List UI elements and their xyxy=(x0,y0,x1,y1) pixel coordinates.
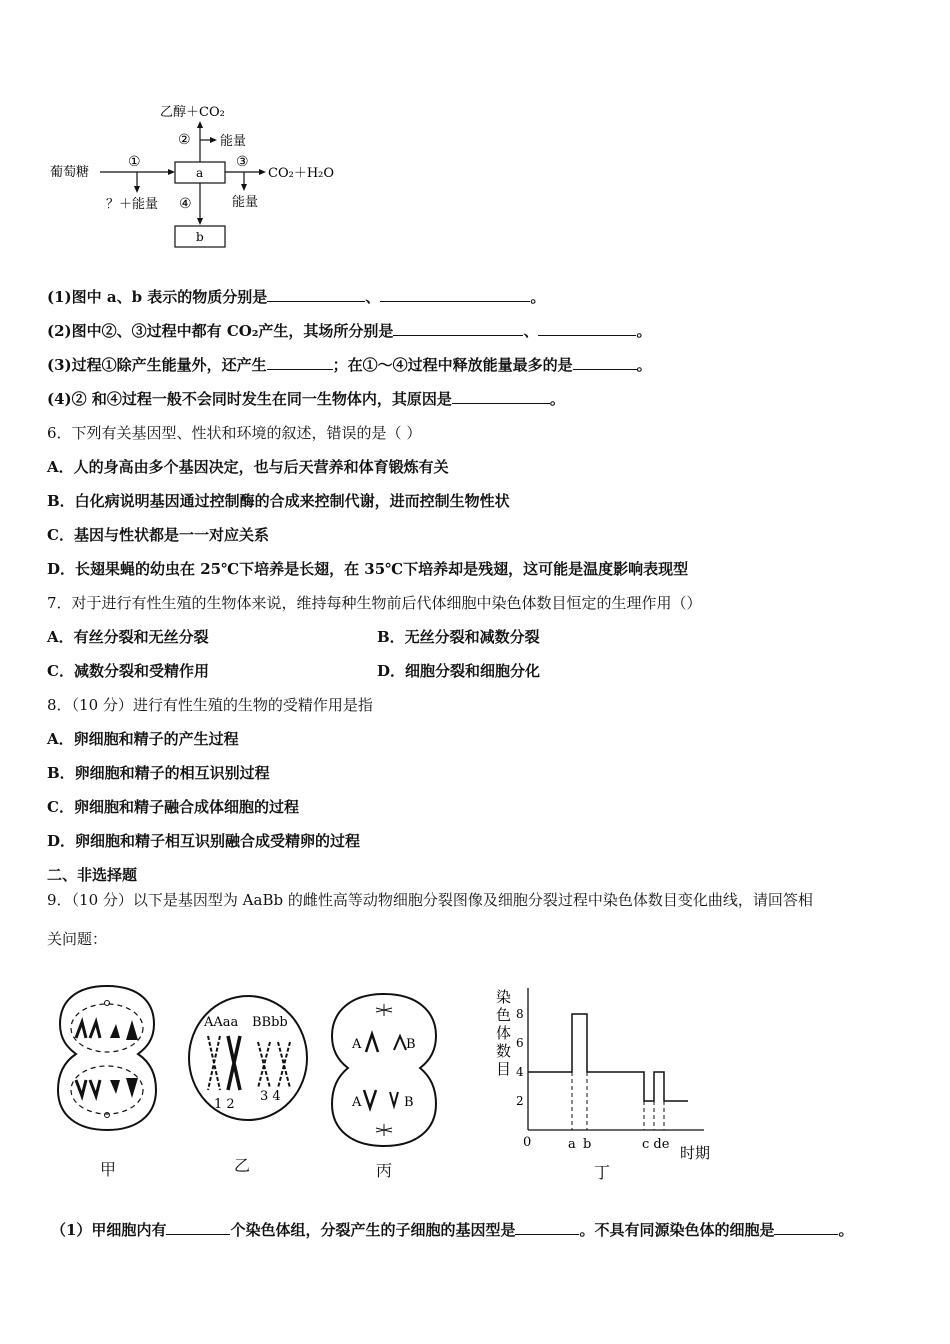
step1-label: ① xyxy=(128,154,141,170)
q5-item4 xyxy=(47,389,565,409)
chromosome xyxy=(110,1024,120,1038)
chart-ylabel xyxy=(496,988,511,1078)
q5-item3-end: 。 xyxy=(636,356,652,374)
ylabel-char: 数 xyxy=(496,1042,512,1060)
chromosome xyxy=(390,1092,398,1106)
ylabel-char: 色 xyxy=(496,1006,512,1024)
q7-option-b[interactable]: B．无丝分裂和减数分裂 xyxy=(377,628,540,646)
q7-option-d[interactable]: D．细胞分裂和细胞分化 xyxy=(377,662,541,680)
fig-jia-label: 甲 xyxy=(100,1160,117,1179)
y-tick-label: 8 xyxy=(516,1007,524,1021)
q8-option-c[interactable]: C．卵细胞和精子融合成体细胞的过程 xyxy=(47,798,299,816)
aster-bottom xyxy=(376,1124,392,1136)
q7-option-a[interactable]: A．有丝分裂和无丝分裂 xyxy=(47,628,209,646)
q5-item1-end: 。 xyxy=(530,288,546,306)
chart-origin: 0 xyxy=(523,1135,532,1150)
q9-item1 xyxy=(51,1220,854,1240)
arrowhead xyxy=(210,137,217,143)
arrowhead xyxy=(241,184,247,191)
step2-label: ② xyxy=(178,132,191,148)
q5-item1 xyxy=(47,287,545,307)
yi-num-34: 3 4 xyxy=(260,1089,281,1104)
q9-item1-text: （1）甲细胞内有 xyxy=(51,1221,167,1239)
arrowhead xyxy=(259,169,266,175)
chart-xlabel: 时期 xyxy=(680,1144,711,1162)
x-tick-b: b xyxy=(583,1137,592,1152)
answer-blank[interactable] xyxy=(452,389,550,404)
chromosomes-bottom xyxy=(76,1078,138,1098)
chromosome xyxy=(126,1020,138,1040)
q7-stem: 7．对于进行有性生殖的生物体来说，维持每种生物前后代体细胞中染色体数目恒定的生理作用（） xyxy=(47,594,702,612)
chromosome xyxy=(76,1022,86,1038)
q9-item1-end: 。 xyxy=(838,1221,854,1239)
yi-num-12: 1 2 xyxy=(214,1097,235,1112)
q5-item1-text: (1)图中 a、b 表示的物质分别是 xyxy=(47,288,268,306)
q9-stem-1 xyxy=(47,890,813,910)
q6-stem: 6．下列有关基因型、性状和环境的叙述，错误的是（ ） xyxy=(47,424,422,442)
arrowhead xyxy=(134,186,140,193)
chromosome xyxy=(208,1036,220,1090)
q5-item2-end: 。 xyxy=(636,322,652,340)
fig-yi-label: 乙 xyxy=(234,1156,251,1175)
chromosome xyxy=(394,1036,406,1050)
q9-stem-text: 9．（10 分）以下是基因型为 AaBb 的雌性高等动物细胞分裂图像及细胞分裂过程中染色体数目变化曲线，请回答相 xyxy=(47,891,813,909)
q9-item1-mid: 个染色体组，分裂产生的子细胞的基因型是 xyxy=(230,1221,516,1239)
q5-item2-sep: 、 xyxy=(523,322,539,340)
q5-item2 xyxy=(47,321,651,341)
answer-blank[interactable] xyxy=(573,355,637,370)
q8-stem: 8．（10 分）进行有性生殖的生物的受精作用是指 xyxy=(47,696,373,714)
bing-a1: A xyxy=(352,1037,362,1052)
chromosome xyxy=(366,1034,378,1052)
y-tick-label: 2 xyxy=(516,1094,524,1108)
ylabel-char: 目 xyxy=(496,1060,512,1078)
q7-option-c[interactable]: C．减数分裂和受精作用 xyxy=(47,662,209,680)
q8-option-a[interactable]: A．卵细胞和精子的产生过程 xyxy=(47,730,239,748)
yi-label-bbbb: BBbb xyxy=(252,1015,288,1030)
energy3-label: 能量 xyxy=(232,195,259,210)
centriole xyxy=(105,1113,110,1118)
arrowhead xyxy=(168,169,175,175)
q5-item3-mid: ；在①～④过程中释放能量最多的是 xyxy=(332,356,573,374)
ethanol-co2-label: 乙醇＋CO₂ xyxy=(160,105,225,120)
bing-b1: B xyxy=(406,1037,416,1052)
series-line xyxy=(528,1014,688,1101)
answer-blank[interactable] xyxy=(393,321,523,336)
step3-label: ③ xyxy=(236,154,249,170)
x-tick-cde: c de xyxy=(642,1137,670,1152)
chromosome xyxy=(228,1036,240,1090)
q9-item1-mid2: 。不具有同源染色体的细胞是 xyxy=(579,1221,775,1239)
chromosome xyxy=(110,1080,120,1094)
cell-bing-outline xyxy=(332,994,436,1146)
chromosome-pair-2 xyxy=(258,1042,290,1088)
chart-ding xyxy=(492,982,722,1182)
centriole xyxy=(105,1001,110,1006)
chromosome xyxy=(90,1022,100,1038)
x-tick-a: a xyxy=(568,1137,576,1152)
chromosome xyxy=(258,1042,270,1088)
q5-item1-sep: 、 xyxy=(365,288,381,306)
ylabel-char: 染 xyxy=(496,988,512,1006)
ylabel-char: 体 xyxy=(496,1024,512,1042)
step4-label: ④ xyxy=(179,196,192,212)
q6-option-b[interactable]: B．白化病说明基因通过控制酶的合成来控制代谢，进而控制生物性状 xyxy=(47,492,510,510)
cell-jia xyxy=(54,982,160,1142)
q5-item3-text: (3)过程①除产生能量外，还产生 xyxy=(47,356,267,374)
chromosomes-top xyxy=(76,1020,138,1040)
box-a-label: a xyxy=(196,166,204,180)
yi-label-aaaa: AAaa xyxy=(204,1015,239,1030)
box-b-label: b xyxy=(196,230,204,244)
arrowhead xyxy=(197,218,203,225)
arrowhead xyxy=(197,121,203,128)
q5-item2-text: (2)图中②、③过程中都有 CO₂产生，其场所分别是 xyxy=(47,322,394,340)
y-tick-label: 4 xyxy=(516,1065,524,1079)
answer-blank[interactable] xyxy=(166,1220,230,1235)
q-energy-label: ？＋能量 xyxy=(106,197,159,212)
y-tick-label: 6 xyxy=(516,1036,524,1050)
chromosome-pair-1 xyxy=(208,1036,240,1090)
answer-blank[interactable] xyxy=(380,287,530,302)
cell-jia-outline xyxy=(58,986,156,1130)
chromosome xyxy=(278,1042,290,1088)
section-heading: 二、非选择题 xyxy=(47,866,138,884)
bing-a2: A xyxy=(352,1095,362,1110)
answer-blank[interactable] xyxy=(267,355,333,370)
chromosome xyxy=(126,1078,138,1098)
cell-bing xyxy=(328,990,440,1152)
answer-blank[interactable] xyxy=(774,1220,838,1235)
chart-series xyxy=(528,1014,688,1130)
respiration-diagram xyxy=(44,98,344,254)
q5-item4-text: (4)② 和④过程一般不会同时发生在同一生物体内，其原因是 xyxy=(47,390,452,408)
glucose-label: 葡萄糖 xyxy=(50,165,90,180)
fig-bing-label: 丙 xyxy=(376,1161,393,1180)
q8-option-d[interactable]: D．卵细胞和精子相互识别融合成受精卵的过程 xyxy=(47,832,361,850)
q6-option-c[interactable]: C．基因与性状都是一一对应关系 xyxy=(47,526,269,544)
answer-blank[interactable] xyxy=(538,321,636,336)
chromosome xyxy=(76,1080,86,1096)
q5-item3 xyxy=(47,355,652,375)
chromosome xyxy=(90,1080,100,1096)
bing-b2: B xyxy=(404,1095,414,1110)
answer-blank[interactable] xyxy=(515,1220,579,1235)
q5-item4-end: 。 xyxy=(549,390,565,408)
cell-yi xyxy=(186,992,310,1124)
q9-stem-2: 关问题： xyxy=(47,930,108,948)
q8-option-b[interactable]: B．卵细胞和精子的相互识别过程 xyxy=(47,764,270,782)
q6-option-a[interactable]: A．人的身高由多个基因决定，也与后天营养和体育锻炼有关 xyxy=(47,458,449,476)
chromosome xyxy=(364,1090,376,1108)
aster-top xyxy=(376,1004,392,1016)
q6-option-d[interactable]: D．长翅果蝇的幼虫在 25℃下培养是长翅，在 35℃下培养却是残翅，这可能是温度影响表现型 xyxy=(47,560,689,578)
energy2-label: 能量 xyxy=(220,134,247,149)
co2-h2o-label: CO₂＋H₂O xyxy=(268,166,335,181)
answer-blank[interactable] xyxy=(267,287,365,302)
chart-title: 丁 xyxy=(594,1163,611,1182)
y-ticks xyxy=(516,1007,524,1108)
